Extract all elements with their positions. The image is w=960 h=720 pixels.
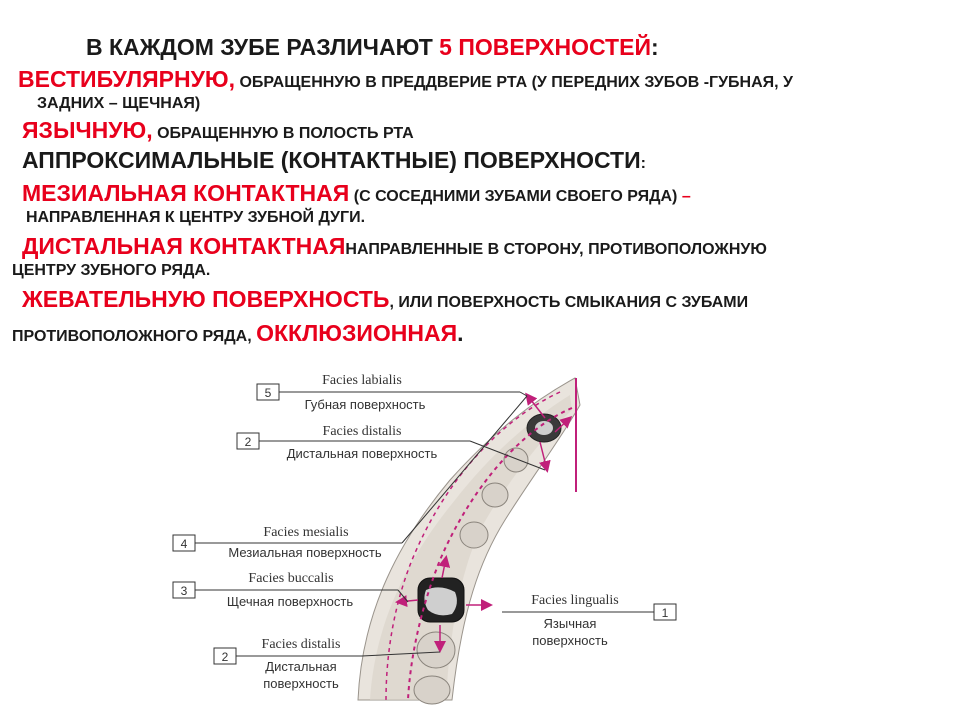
item-term: ЯЗЫЧНУЮ, (22, 117, 153, 143)
label-latin: Facies distalis (322, 424, 402, 439)
label-russian: поверхность (263, 676, 339, 691)
item-term: ВЕСТИБУЛЯРНУЮ, (18, 66, 235, 92)
label-latin: Facies distalis (261, 637, 341, 652)
label-number: 4 (180, 537, 188, 551)
item-vestibular-cont: ЗАДНИХ – ЩЕЧНАЯ) (37, 95, 201, 112)
item-term: ЖЕВАТЕЛЬНУЮ ПОВЕРХНОСТЬ (22, 286, 390, 312)
label-number: 1 (661, 606, 669, 620)
label-russian: Губная поверхность (304, 397, 426, 412)
label-number: 5 (264, 386, 272, 400)
label-russian: Щечная поверхность (226, 594, 354, 609)
item-desc: НАПРАВЛЕННЫЕ В СТОРОНУ, ПРОТИВОПОЛОЖНУЮ (345, 241, 767, 258)
label-latin: Facies lingualis (531, 593, 619, 608)
item-desc: ПРОТИВОПОЛОЖНОГО РЯДА, (12, 328, 257, 345)
tooth-canine (504, 448, 528, 472)
label-number: 2 (221, 650, 229, 664)
item-desc: (С СОСЕДНИМИ ЗУБАМИ СВОЕГО РЯДА) (349, 188, 682, 205)
label-russian: Дистальная поверхность (286, 446, 438, 461)
item-term: ДИСТАЛЬНАЯ КОНТАКТНАЯ (22, 233, 346, 259)
title-prefix: В КАЖДОМ ЗУБЕ РАЗЛИЧАЮТ (86, 34, 440, 60)
item-desc: ОБРАЩЕННУЮ В ПОЛОСТЬ РТА (152, 125, 414, 142)
item-term: ОККЛЮЗИОННАЯ (256, 320, 458, 346)
label-latin: Facies buccalis (248, 571, 334, 586)
tooth-premolar-2 (460, 522, 488, 548)
label-latin: Facies labialis (322, 373, 402, 388)
item-dash: – (681, 188, 691, 205)
label-number: 3 (180, 584, 188, 598)
title-suffix: : (650, 34, 659, 60)
tooth-molar-3 (414, 676, 450, 704)
item-distal-cont: ЦЕНТРУ ЗУБНОГО РЯДА. (12, 262, 211, 279)
label-russian: поверхность (532, 633, 608, 648)
item-end: . (457, 320, 464, 346)
item-desc: ОБРАЩЕННУЮ В ПРЕДДВЕРИЕ РТА (У ПЕРЕДНИХ ЗУБОВ -ГУБНАЯ, У (235, 74, 794, 91)
label-latin: Facies mesialis (263, 525, 349, 540)
tooth-premolar-1 (482, 483, 508, 507)
label-russian: Язычная (543, 616, 597, 631)
item-term: МЕЗИАЛЬНАЯ КОНТАКТНАЯ (22, 180, 350, 206)
item-mesial-cont: НАПРАВЛЕННАЯ К ЦЕНТРУ ЗУБНОЙ ДУГИ. (26, 209, 366, 226)
item-term: АППРОКСИМАЛЬНЫЕ (КОНТАКТНЫЕ) ПОВЕРХНОСТИ (22, 147, 641, 173)
item-desc: , ИЛИ ПОВЕРХНОСТЬ СМЫКАНИЯ С ЗУБАМИ (389, 294, 749, 311)
tooth-molar-2 (417, 632, 455, 668)
title-highlight: 5 ПОВЕРХНОСТЕЙ (439, 34, 651, 60)
label-russian: Мезиальная поверхность (228, 545, 382, 560)
label-number: 2 (244, 435, 252, 449)
label-russian: Дистальная (265, 659, 337, 674)
item-desc: : (640, 155, 646, 172)
